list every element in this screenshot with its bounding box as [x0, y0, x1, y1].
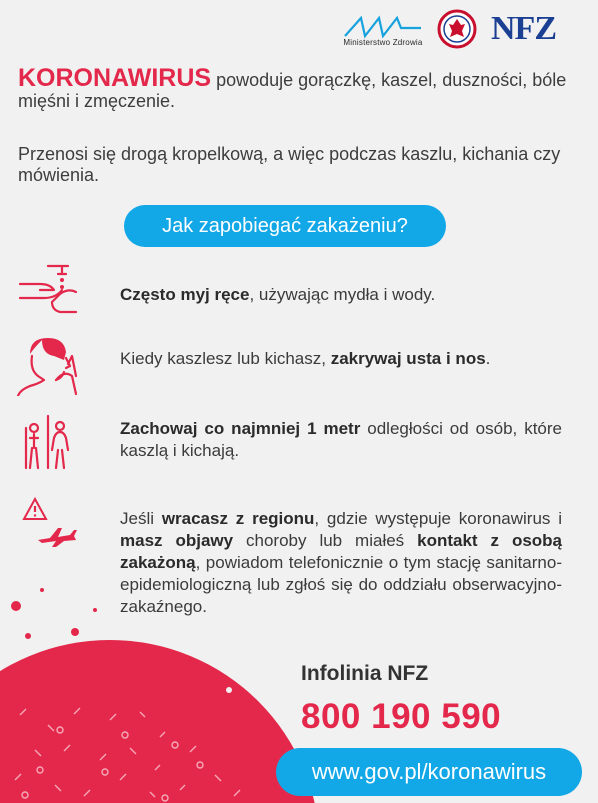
virus-dot — [71, 628, 79, 636]
tip-distance-bold: Zachowaj co najmniej 1 metr — [120, 419, 361, 438]
ministry-logo-mark — [343, 12, 423, 40]
sneeze-cover-icon — [16, 336, 80, 396]
virus-dot — [226, 687, 232, 693]
tip-travel-p1: Jeśli — [120, 509, 162, 528]
virus-dot — [237, 694, 249, 706]
tip-keep-distance — [120, 418, 562, 462]
virus-dot — [40, 588, 44, 592]
airplane-icon — [36, 522, 78, 548]
ministry-logo — [343, 12, 423, 47]
prevention-heading-pill: Jak zapobiegać zakażeniu? — [124, 205, 446, 247]
header-logos — [343, 8, 556, 50]
hotline-number: 800 190 590 — [301, 697, 502, 736]
virus-dot — [93, 608, 97, 612]
virus-dot — [11, 601, 21, 611]
sanepid-emblem-icon — [437, 9, 477, 49]
virus-dot — [201, 674, 229, 702]
tip-wash-hands — [120, 284, 562, 306]
tip-travel-p3: choroby lub miałeś — [233, 531, 418, 550]
tip-travel-b3: kontakt z osobą zakażoną — [120, 531, 563, 572]
virus-dot — [147, 659, 153, 665]
tip-travel-b1: wracasz z regionu — [161, 509, 315, 528]
headline: KORONAWIRUS — [18, 64, 212, 92]
tip-cover-mouth — [120, 348, 562, 370]
hand-washing-icon — [18, 262, 78, 318]
tip-travel-symptoms — [120, 508, 562, 618]
tip-travel-p4: , powiadom telefonicznie o tym stację sanitarno-epidemiologiczną lub zgłoś się do oddziału obserwacyjno-zakaźnego. — [120, 553, 562, 616]
ministry-logo-text: Ministerstwo Zdrowia — [343, 37, 423, 47]
nfz-logo: NFZ — [491, 10, 556, 47]
tip-wash-rest: , używając mydła i wody. — [249, 285, 436, 304]
hotline-title: Infolinia NFZ — [301, 662, 429, 685]
tip-travel-b2: masz objawy — [120, 531, 234, 550]
tip-wash-bold: Często myj ręce — [120, 285, 250, 304]
headline-rest: powoduje gorączkę, kaszel, duszności, bóle mięśni i zmęczenie. — [18, 70, 567, 111]
tip-distance-rest: odległości od osób, które kaszlą i kichają. — [120, 419, 562, 460]
warning-triangle-icon — [22, 497, 48, 521]
virus-dot — [25, 633, 31, 639]
intro-text — [18, 64, 578, 112]
tip-travel-p2: , gdzie występuje koronawirus i — [314, 509, 562, 528]
website-url-pill: www.gov.pl/koronawirus — [276, 748, 582, 796]
tip-cover-pre: Kiedy kaszlesz lub kichasz, — [120, 349, 331, 368]
virus-blob — [0, 640, 320, 803]
tip-cover-bold: zakrywaj usta i nos — [330, 349, 486, 368]
intro-paragraph: Przenosi się drogą kropelkową, a więc podczas kaszlu, kichania czy mówienia. — [18, 144, 561, 185]
tip-cover-post: . — [485, 349, 491, 368]
distance-icon — [22, 414, 74, 470]
